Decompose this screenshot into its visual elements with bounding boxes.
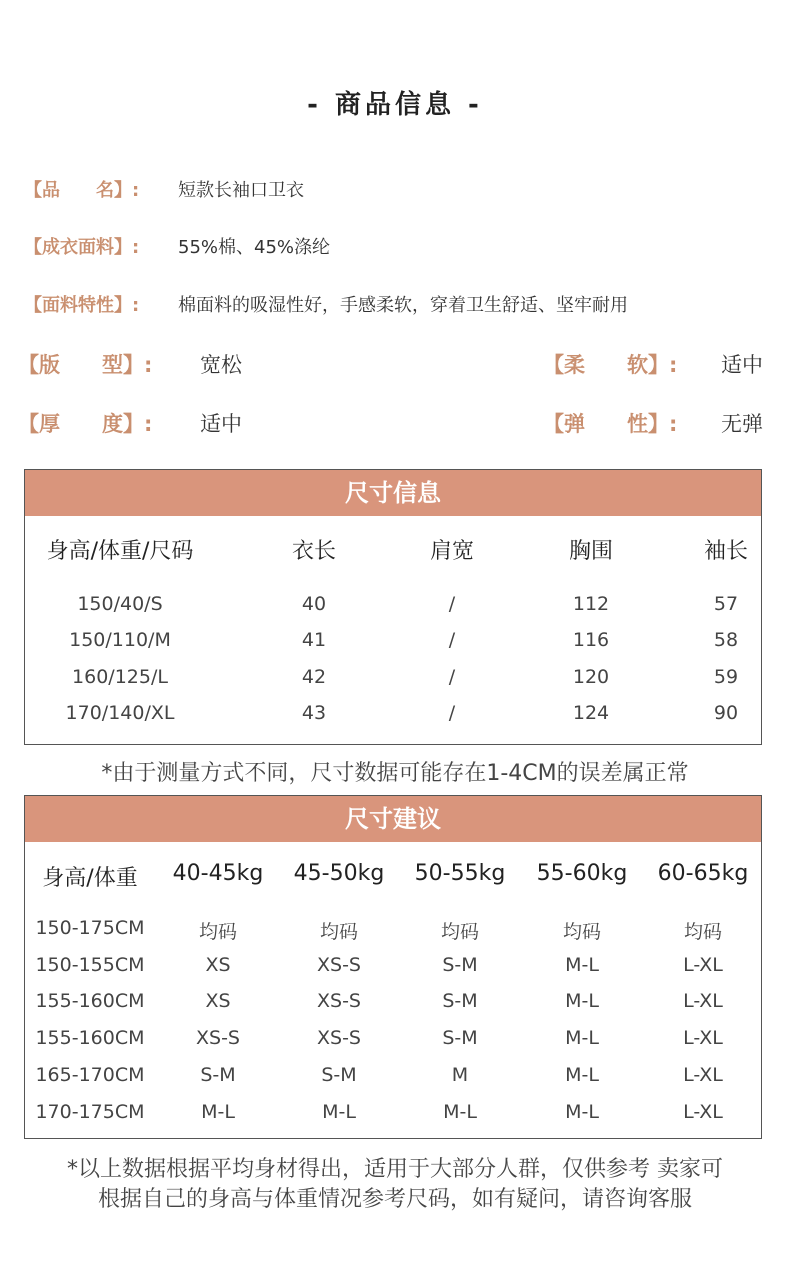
name-value: 短款长袖口卫衣 [178, 180, 304, 201]
soft-label: 【柔 软】: [543, 353, 678, 377]
soft-value: 适中 [721, 353, 763, 377]
size-info-col-header: 衣长 [291, 539, 336, 564]
size-advice-note-line2: 根据自己的身高与体重情况参考尺码，如有疑问，请咨询客服 [97, 1187, 692, 1212]
size-advice-cell: 均码 [319, 921, 358, 943]
size-advice-cell: M-L [565, 1064, 599, 1086]
size-advice-cell: L-XL [683, 990, 723, 1012]
size-info-cell: 40 [301, 593, 327, 615]
size-advice-cell: L-XL [683, 954, 723, 976]
size-advice-cell: XS-S [317, 990, 361, 1012]
size-advice-cell: 均码 [683, 921, 722, 943]
size-advice-note-line1: *以上数据根据平均身材得出，适用于大部分人群，仅供参考 卖家可 [67, 1157, 723, 1182]
size-advice-cell: 150-175CM [35, 917, 145, 939]
size-info-col-header: 胸围 [568, 539, 613, 564]
size-advice-cell: 150-155CM [35, 954, 145, 976]
size-info-cell: 150/110/M [69, 629, 171, 651]
size-info-cell: 42 [301, 666, 327, 688]
size-advice-cell: XS-S [196, 1027, 240, 1049]
size-info-section [24, 469, 762, 745]
size-advice-col-header: 40-45kg [172, 861, 264, 886]
size-info-col-header: 身高/体重/尺码 [46, 539, 194, 564]
size-advice-col-header: 身高/体重 [42, 866, 138, 891]
size-info-cell: 116 [572, 629, 610, 651]
size-advice-cell: 均码 [198, 921, 237, 943]
size-advice-col-header: 60-65kg [657, 861, 749, 886]
size-advice-cell: M-L [565, 954, 599, 976]
size-info-col-header: 袖长 [703, 539, 748, 564]
elasticity-value: 无弹 [721, 412, 763, 436]
size-advice-header: 尺寸建议 [25, 796, 761, 842]
size-info-cell: 112 [572, 593, 610, 615]
size-info-cell: / [448, 702, 456, 724]
size-advice-cell: S-M [442, 954, 478, 976]
fabric-value: 55%棉、45%涤纶 [178, 237, 331, 258]
size-info-cell: 57 [713, 593, 739, 615]
thickness-label: 【厚 度】: [18, 412, 153, 436]
fabric-label: 【成衣面料】: [24, 237, 140, 258]
size-advice-cell: S-M [200, 1064, 236, 1086]
size-advice-cell: 均码 [562, 921, 601, 943]
fit-value: 宽松 [200, 353, 242, 377]
size-advice-cell: M-L [201, 1101, 235, 1123]
size-advice-cell: 均码 [440, 921, 479, 943]
elasticity-label: 【弹 性】: [543, 412, 678, 436]
size-advice-cell: M-L [565, 1027, 599, 1049]
size-advice-cell: 155-160CM [35, 990, 145, 1012]
size-advice-cell: XS-S [317, 954, 361, 976]
size-advice-cell: L-XL [683, 1064, 723, 1086]
size-advice-cell: 170-175CM [35, 1101, 145, 1123]
size-info-cell: 170/140/XL [65, 702, 175, 724]
size-advice-section [24, 795, 762, 1139]
size-info-cell: 59 [713, 666, 739, 688]
size-info-cell: 160/125/L [72, 666, 168, 688]
size-advice-cell: M-L [443, 1101, 477, 1123]
size-advice-cell: M-L [322, 1101, 356, 1123]
size-advice-cell: M-L [565, 990, 599, 1012]
size-advice-cell: 165-170CM [35, 1064, 145, 1086]
size-info-header: 尺寸信息 [25, 470, 761, 516]
fit-label: 【版 型】: [18, 353, 153, 377]
size-info-cell: 124 [572, 702, 610, 724]
name-label: 【品 名】: [24, 180, 140, 201]
size-info-col-header: 肩宽 [429, 539, 474, 564]
size-info-cell: 90 [713, 702, 739, 724]
size-advice-cell: S-M [442, 990, 478, 1012]
size-advice-cell: XS-S [317, 1027, 361, 1049]
size-advice-col-header: 50-55kg [414, 861, 506, 886]
size-info-cell: 43 [301, 702, 327, 724]
size-advice-cell: S-M [321, 1064, 357, 1086]
size-advice-col-header: 45-50kg [293, 861, 385, 886]
size-advice-cell: S-M [442, 1027, 478, 1049]
size-info-cell: / [448, 629, 456, 651]
thickness-value: 适中 [200, 412, 242, 436]
size-advice-cell: XS [205, 990, 231, 1012]
size-advice-cell: L-XL [683, 1101, 723, 1123]
feature-value: 棉面料的吸湿性好，手感柔软，穿着卫生舒适、坚牢耐用 [178, 295, 628, 316]
size-info-cell: 58 [713, 629, 739, 651]
size-info-cell: / [448, 593, 456, 615]
size-advice-cell: M-L [565, 1101, 599, 1123]
size-info-cell: 120 [572, 666, 610, 688]
size-info-note: *由于测量方式不同，尺寸数据可能存在1-4CM的误差属正常 [101, 761, 689, 786]
size-advice-cell: L-XL [683, 1027, 723, 1049]
page-title: - 商品信息 - [307, 90, 483, 120]
feature-label: 【面料特性】: [24, 295, 140, 316]
size-advice-cell: 155-160CM [35, 1027, 145, 1049]
size-advice-cell: M [451, 1064, 469, 1086]
size-info-cell: / [448, 666, 456, 688]
size-info-cell: 41 [301, 629, 327, 651]
size-info-cell: 150/40/S [77, 593, 163, 615]
size-advice-cell: XS [205, 954, 231, 976]
size-advice-col-header: 55-60kg [536, 861, 628, 886]
